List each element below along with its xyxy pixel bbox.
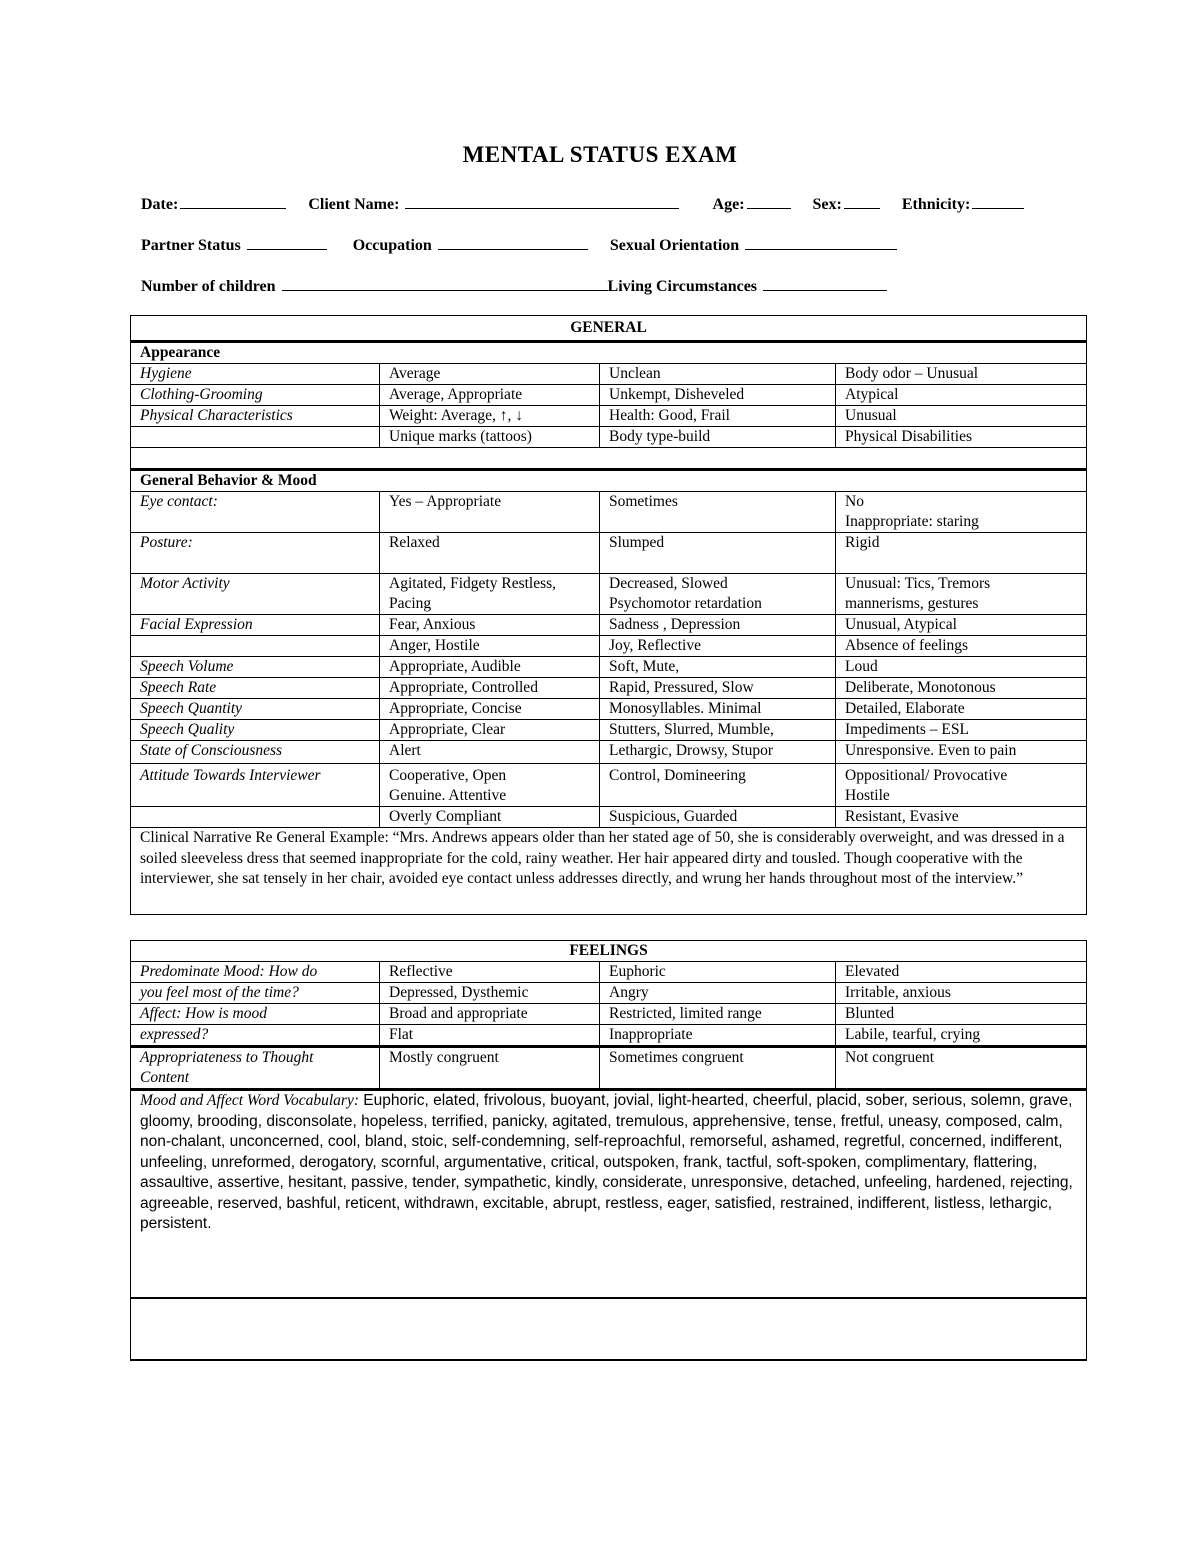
- living-circumstances-label: Living Circumstances: [607, 278, 758, 295]
- row-label: Posture:: [131, 533, 380, 574]
- option-cell: Rigid: [836, 533, 1087, 574]
- option-cell: Mostly congruent: [380, 1047, 600, 1090]
- table-row: [131, 764, 1087, 807]
- option-cell: Oppositional/ Provocative Hostile: [836, 764, 1087, 807]
- appearance-heading: Appearance: [131, 342, 1087, 364]
- table-row: [131, 615, 1087, 636]
- row-label: Affect: How is mood: [131, 1004, 380, 1025]
- option-cell: Soft, Mute,: [600, 657, 836, 678]
- feelings-heading: FEELINGS: [131, 941, 1087, 962]
- table-row: [131, 406, 1087, 427]
- table-row: [131, 1004, 1087, 1025]
- number-of-children-label: Number of children: [141, 278, 276, 295]
- option-cell: Sadness , Depression: [600, 615, 836, 636]
- option-cell: Unresponsive. Even to pain: [836, 741, 1087, 764]
- table-row: [131, 492, 1087, 533]
- option-cell: Body odor – Unusual: [836, 364, 1087, 385]
- option-cell: Impediments – ESL: [836, 720, 1087, 741]
- table-row: [131, 962, 1087, 983]
- option-cell: Blunted: [836, 1004, 1087, 1025]
- age-label: Age:: [712, 196, 745, 213]
- table-row: [131, 533, 1087, 574]
- table-row: [131, 807, 1087, 828]
- option-cell: Resistant, Evasive: [836, 807, 1087, 828]
- table-row: [131, 1047, 1087, 1090]
- option-cell: Decreased, Slowed Psychomotor retardation: [600, 574, 836, 615]
- header-row-3: [141, 276, 887, 296]
- option-cell: Detailed, Elaborate: [836, 699, 1087, 720]
- table-row: [131, 574, 1087, 615]
- sexual-orientation-label: Sexual Orientation: [609, 237, 740, 254]
- spacer-row: [131, 448, 1087, 470]
- number-of-children-field[interactable]: [282, 276, 608, 291]
- occupation-field[interactable]: [438, 235, 588, 250]
- ethnicity-label: Ethnicity:: [901, 196, 971, 213]
- row-label: Speech Quantity: [131, 699, 380, 720]
- row-label: [131, 427, 380, 448]
- option-cell: Physical Disabilities: [836, 427, 1087, 448]
- option-cell: Unusual, Atypical: [836, 615, 1087, 636]
- table-row: [131, 1025, 1087, 1047]
- option-cell: Appropriate, Concise: [380, 699, 600, 720]
- age-field[interactable]: [747, 194, 791, 209]
- page-title: MENTAL STATUS EXAM: [462, 142, 738, 167]
- table-row: [131, 1090, 1087, 1299]
- client-name-label: Client Name:: [308, 196, 400, 213]
- option-cell: Deliberate, Monotonous: [836, 678, 1087, 699]
- option-cell: Weight: Average, ↑, ↓: [380, 406, 600, 427]
- occupation-label: Occupation: [352, 237, 432, 254]
- general-heading: GENERAL: [131, 316, 1087, 342]
- option-cell: Unusual: Tics, Tremors mannerisms, gestures: [836, 574, 1087, 615]
- ethnicity-field[interactable]: [972, 194, 1024, 209]
- notes-cell[interactable]: [131, 1298, 1087, 1360]
- table-row: [131, 699, 1087, 720]
- table-row: [131, 828, 1087, 915]
- option-cell: Broad and appropriate: [380, 1004, 600, 1025]
- option-cell: Stutters, Slurred, Mumble,: [600, 720, 836, 741]
- table-row: [131, 678, 1087, 699]
- option-cell: No Inappropriate: staring: [836, 492, 1087, 533]
- feelings-table: [130, 940, 1087, 1361]
- living-circumstances-field[interactable]: [763, 276, 887, 291]
- option-cell: Sometimes: [600, 492, 836, 533]
- option-cell: Restricted, limited range: [600, 1004, 836, 1025]
- option-cell: Control, Domineering: [600, 764, 836, 807]
- row-label: Eye contact:: [131, 492, 380, 533]
- option-cell: Atypical: [836, 385, 1087, 406]
- row-label: Motor Activity: [131, 574, 380, 615]
- option-cell: Angry: [600, 983, 836, 1004]
- table-row: [131, 741, 1087, 764]
- sex-field[interactable]: [844, 194, 880, 209]
- row-label: State of Consciousness: [131, 741, 380, 764]
- row-label: [131, 636, 380, 657]
- option-cell: Alert: [380, 741, 600, 764]
- option-cell: Rapid, Pressured, Slow: [600, 678, 836, 699]
- row-label: Clothing-Grooming: [131, 385, 380, 406]
- option-cell: Unusual: [836, 406, 1087, 427]
- option-cell: Agitated, Fidgety Restless, Pacing: [380, 574, 600, 615]
- table-row: [131, 364, 1087, 385]
- row-label: Appropriateness to Thought Content: [131, 1047, 380, 1090]
- option-cell: Irritable, anxious: [836, 983, 1087, 1004]
- vocabulary-text: Euphoric, elated, frivolous, buoyant, jovial, light-hearted, cheerful, placid, sober, serious, solemn, grave, gloomy, brooding, disconsolate, hopeless, terrified, panicky, agitated, tremulous, apprehensive, tense, fretful, uneasy, composed, calm, non-chalant, unconcerned, cool, bland, stoic, self-condemning, self-reproachful, remorseful, ashamed, regretful, concerned, indifferent, unfeeling, unreformed, derogatory, scornful, argumentative, critical, outspoken, frank, tactful, soft-spoken, complimentary, flattering, assaultive, assertive, hesitant, passive, tender, sympathetic, kindly, considerate, unresponsive, detached, unfeeling, hardened, rejecting, agreeable, reserved, bashful, reticent, withdrawn, excitable, abrupt, restless, eager, satisfied, restrained, indifferent, listless, lethargic, persistent.: [140, 1092, 1073, 1232]
- header-row-2: [141, 235, 897, 255]
- row-label: Predominate Mood: How do: [131, 962, 380, 983]
- option-cell: Flat: [380, 1025, 600, 1047]
- row-label: Hygiene: [131, 364, 380, 385]
- option-cell: Unique marks (tattoos): [380, 427, 600, 448]
- option-cell: Average: [380, 364, 600, 385]
- partner-status-field[interactable]: [247, 235, 327, 250]
- option-cell: Sometimes congruent: [600, 1047, 836, 1090]
- option-cell: Slumped: [600, 533, 836, 574]
- table-row: [131, 657, 1087, 678]
- option-cell: Labile, tearful, crying: [836, 1025, 1087, 1047]
- option-cell: Not congruent: [836, 1047, 1087, 1090]
- option-cell: Reflective: [380, 962, 600, 983]
- option-cell: Elevated: [836, 962, 1087, 983]
- option-cell: Euphoric: [600, 962, 836, 983]
- row-label: [131, 807, 380, 828]
- option-cell: Unclean: [600, 364, 836, 385]
- row-label: Speech Rate: [131, 678, 380, 699]
- option-cell: Appropriate, Audible: [380, 657, 600, 678]
- option-cell: Lethargic, Drowsy, Stupor: [600, 741, 836, 764]
- general-table: [130, 315, 1087, 915]
- option-cell: Appropriate, Controlled: [380, 678, 600, 699]
- option-cell: Body type-build: [600, 427, 836, 448]
- row-label: Speech Volume: [131, 657, 380, 678]
- row-label: Speech Quality: [131, 720, 380, 741]
- option-cell: Relaxed: [380, 533, 600, 574]
- date-field[interactable]: [180, 194, 286, 209]
- option-cell: Anger, Hostile: [380, 636, 600, 657]
- option-cell: Joy, Reflective: [600, 636, 836, 657]
- sexual-orientation-field[interactable]: [745, 235, 897, 250]
- option-cell: Absence of feelings: [836, 636, 1087, 657]
- vocabulary-label: Mood and Affect Word Vocabulary:: [140, 1092, 359, 1109]
- table-row: [131, 427, 1087, 448]
- table-row: [131, 720, 1087, 741]
- option-cell: Suspicious, Guarded: [600, 807, 836, 828]
- table-row: [131, 385, 1087, 406]
- client-name-field[interactable]: [405, 194, 679, 209]
- spacer-cell: [131, 448, 1087, 470]
- option-cell: Yes – Appropriate: [380, 492, 600, 533]
- table-row: [131, 1298, 1087, 1360]
- option-cell: Average, Appropriate: [380, 385, 600, 406]
- option-cell: Appropriate, Clear: [380, 720, 600, 741]
- row-label: expressed?: [131, 1025, 380, 1047]
- option-cell: Cooperative, Open Genuine. Attentive: [380, 764, 600, 807]
- option-cell: Health: Good, Frail: [600, 406, 836, 427]
- option-cell: Loud: [836, 657, 1087, 678]
- header-row-1: [141, 194, 1024, 214]
- option-cell: Fear, Anxious: [380, 615, 600, 636]
- table-row: [131, 983, 1087, 1004]
- option-cell: Monosyllables. Minimal: [600, 699, 836, 720]
- option-cell: Unkempt, Disheveled: [600, 385, 836, 406]
- row-label: Physical Characteristics: [131, 406, 380, 427]
- date-label: Date:: [141, 196, 179, 213]
- partner-status-label: Partner Status: [141, 237, 241, 254]
- table-row: [131, 636, 1087, 657]
- vocabulary-cell: [131, 1090, 1087, 1299]
- behavior-heading: General Behavior & Mood: [131, 470, 1087, 492]
- clinical-narrative: Clinical Narrative Re General Example: “Mrs. Andrews appears older than her stated age of 50, she is considerably overweight, and was dressed in a soiled sleeveless dress that seemed inappropriate for the cold, rainy weather. Her hair appeared dirty and tousled. Though cooperative with the interviewer, she sat tensely in her chair, avoided eye contact unless addresses directly, and wrung her hands throughout most of the interview.”: [131, 828, 1087, 915]
- table-row: [131, 470, 1087, 492]
- sex-label: Sex:: [812, 196, 842, 213]
- row-label: Attitude Towards Interviewer: [131, 764, 380, 807]
- option-cell: Overly Compliant: [380, 807, 600, 828]
- option-cell: Inappropriate: [600, 1025, 836, 1047]
- row-label: Facial Expression: [131, 615, 380, 636]
- row-label: you feel most of the time?: [131, 983, 380, 1004]
- option-cell: Depressed, Dysthemic: [380, 983, 600, 1004]
